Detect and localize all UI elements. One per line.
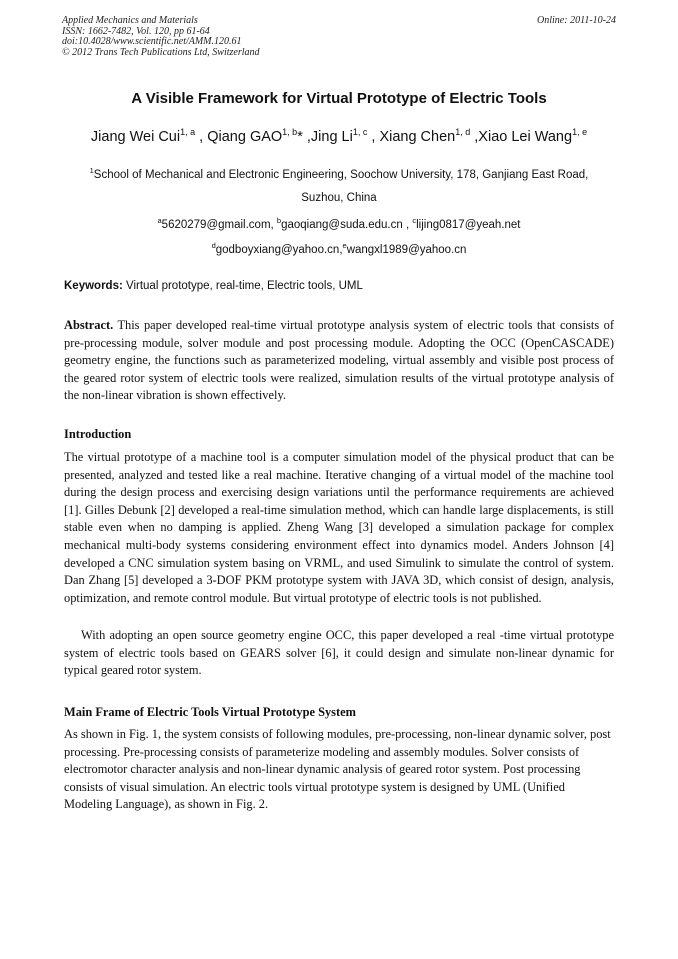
abstract — [64, 317, 614, 405]
email-a: 5620279@gmail.com, — [161, 219, 274, 231]
email-line-2 — [0, 241, 678, 256]
paper-title: A Visible Framework for Virtual Prototype of Electric Tools — [131, 90, 547, 107]
journal-name: Applied Mechanics and Materials — [62, 15, 198, 26]
author-sup: 1, a — [180, 127, 196, 137]
introduction-heading: Introduction — [64, 427, 132, 441]
main-frame-heading: Main Frame of Electric Tools Virtual Prototype System — [64, 705, 356, 719]
author-sup: 1, e — [572, 127, 588, 137]
email-sup: b — [276, 216, 282, 225]
email-sup: c — [412, 216, 417, 225]
email-b: gaoqiang@suda.edu.cn , — [281, 219, 410, 231]
author-sup: 1, c — [352, 127, 368, 137]
email-d: godboyxiang@yahoo.cn, — [215, 244, 343, 256]
author-list — [0, 127, 678, 145]
author-name: Qiang GAO — [207, 129, 283, 145]
introduction-paragraph-1: The virtual prototype of a machine tool is a computer simulation model of the physical product that can be presented, analyzed and tested like a real machine. Iterative changing of a virtual model of the machine tool during the design process and exercising design variations until the performance requirements are achieved [1]. Gilles Debunk [2] developed a real-time simulation method, which can handle large displacements, is still stable even when no damping is applied. Zheng Wang [3] developed a simulation package for complex mechanical multi-body systems considering environment effect into dynamics model. Anders Johnson [4] developed a CNC simulation system basing on VRML, and used Simulink to simulate the control of system. Dan Zhang [5] developed a 3-DOF PKM prototype system with JAVA 3D, which consist of design, analysis, optimization, and remote control module. But virtual prototype of electric tools is not published. — [64, 450, 614, 605]
email-c: lijing0817@yeah.net — [416, 219, 521, 231]
email-sup: a — [157, 216, 162, 225]
keywords — [64, 280, 614, 292]
abstract-label: Abstract. — [64, 318, 114, 332]
issn-line: ISSN: 1662-7482, Vol. 120, pp 61-64 — [62, 25, 210, 37]
affiliation-text: School of Mechanical and Electronic Engineering, Soochow University, 178, Ganjiang East Road, — [93, 169, 589, 181]
abstract-text: This paper developed real-time virtual prototype analysis system of electric tools that consists of pre-processing module, solver module and post processing module. Adopting the OCC (OpenCASCADE) geometry engine, the functions such as parameterized modeling, virtual assembly and visible post process of the geared rotor system of electric tools were realized, simulation results of the virtual prototype analysis of the non-linear vibration is shown effectively. — [64, 318, 614, 403]
author-sup: 1, b — [282, 127, 298, 137]
affiliation-line-1 — [0, 166, 678, 181]
keywords-text: Virtual prototype, real-time, Electric tools, UML — [122, 280, 363, 292]
introduction-paragraph-2: With adopting an open source geometry engine OCC, this paper developed a real -time virtual prototype system of electric tools based on GEARS solver [6], it could design and simulate non-linear dynamic for typical geared rotor system. — [64, 628, 614, 678]
author-name: Xiang Chen — [379, 129, 456, 145]
corresponding-mark: * — [297, 129, 303, 145]
author-sep: , — [302, 129, 311, 145]
journal-header — [62, 16, 482, 58]
author-sep: , — [367, 129, 380, 145]
main-frame-paragraph-1: As shown in Fig. 1, the system consists of following modules, pre-processing, non-linear dynamic solver, post processing. Pre-processing consists of parameterize modeling and assembly modules. Solver consists of electromotor character analysis and non-linear dynamic analysis of geared rotor system. Post processing consists of visual simulation. An electric tools virtual prototype system is designed by UML (Unified Modeling Language), as shown in Fig. 2. — [64, 727, 611, 812]
keywords-label: Keywords: — [64, 280, 123, 292]
author-sup: 1, d — [455, 127, 471, 137]
author-sep: , — [470, 129, 479, 145]
doi-line: doi:10.4028/www.scientific.net/AMM.120.61 — [62, 36, 242, 47]
author-sep: , — [195, 129, 208, 145]
online-date: Online: 2011-10-24 — [537, 15, 616, 26]
email-sup: e — [342, 241, 347, 250]
email-e: wangxl1989@yahoo.cn — [346, 244, 467, 256]
email-sup: d — [211, 241, 216, 250]
copyright-line: © 2012 Trans Tech Publications Ltd, Switzerland — [62, 46, 260, 58]
affiliation-line-2: Suzhou, China — [301, 192, 377, 204]
author-name: Jiang Wei Cui — [90, 129, 181, 145]
affiliation-sup: 1 — [89, 166, 94, 175]
author-name: Xiao Lei Wang — [478, 129, 573, 145]
email-line-1 — [0, 216, 678, 231]
author-name: Jing Li — [310, 129, 353, 145]
